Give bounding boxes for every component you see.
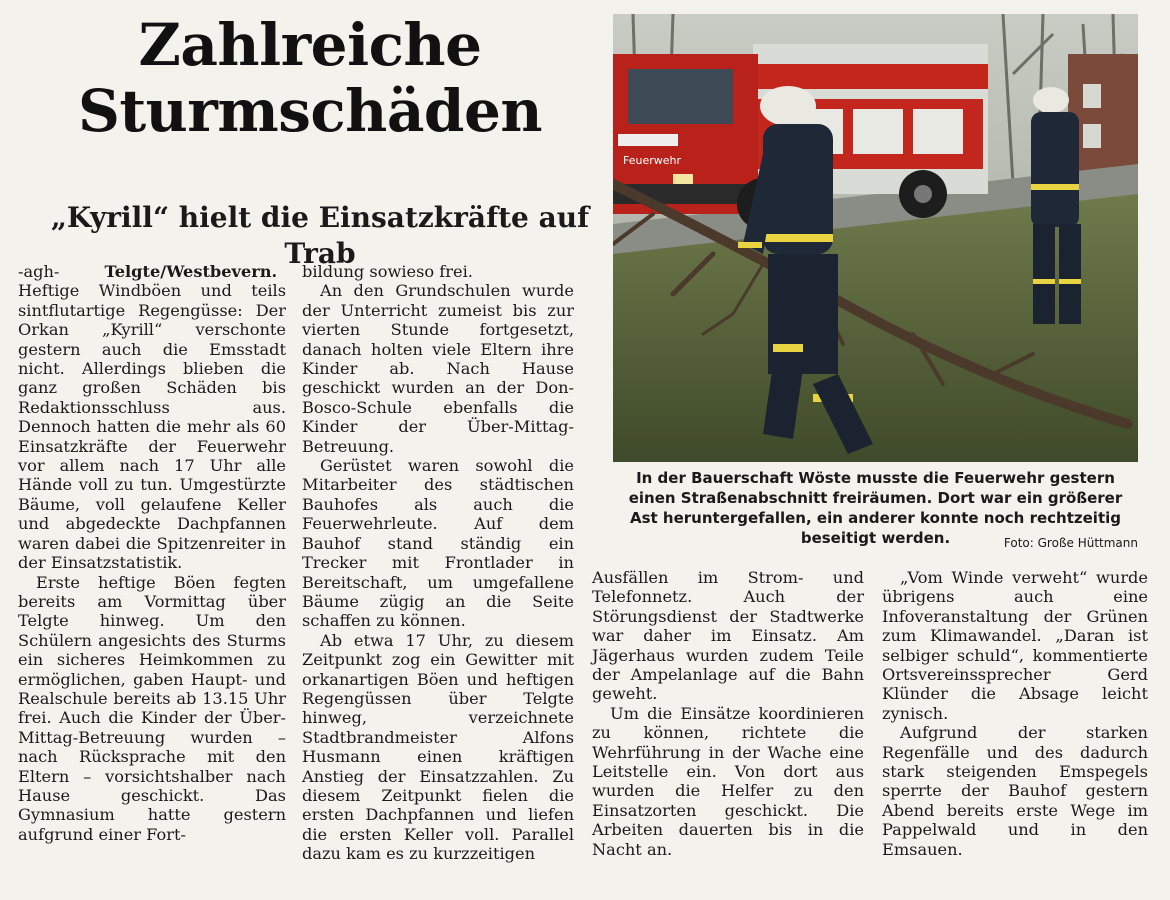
photo-credit: Foto: Große Hüttmann xyxy=(1003,536,1138,550)
dateline-place: Telgte/Westbevern. xyxy=(104,262,278,281)
paragraph: Erste heftige Böen fegten bereits am Vormittag über Telgte hinweg. Um den Schülern angesichts des Sturms ein sicheres Heimkommen zu ermöglichen, gaben Haupt- und Realschule bereits ab 13.15 Uhr frei. Auch die Kinder der Über-Mittag-Betreuung wurden – nach Rücksprache mit den Eltern – vorsichtshalber nach Hause geschickt. Das Gymnasium hatte gestern aufgrund einer Fort- xyxy=(18,572,286,844)
author-abbreviation: -agh- xyxy=(18,262,60,281)
paragraph: Heftige Windböen und teils sintflutartige Regengüsse: Der Orkan „Kyrill“ verschonte gestern auch die Emsstadt nicht. Allerdings blieben die ganz großen Schäden bis Redaktionsschluss aus. Dennoch hatten die mehr als 60 Einsatzkräfte der Feuerwehr vor allem nach 17 Uhr alle Hände voll zu tun. Umgestürzte Bäume, voll gelaufene Keller und abgedeckte Dachpfannen waren dabei die Spitzenreiter in der Einsatzstatistik. xyxy=(18,281,286,573)
paragraph: Um die Einsätze koordinieren zu können, richtete die Wehrführung in der Wache eine Leitstelle ein. Von dort aus wurden die Helfer zu den Einsatzorten geschickt. Die Arbeiten dauerten bis in die Nacht an. xyxy=(592,703,864,859)
headline-line-1: Zahlreiche xyxy=(138,11,482,79)
article-column-1 xyxy=(18,262,286,844)
paragraph: Gerüstet waren sowohl die Mitarbeiter des städtischen Bauhofes als auch die Feuerwehrleute. Auf dem Bauhof stand ständig ein Trecker mit Frontlader in Bereitschaft, um umgefallene Bäume zügig an die Seite schaffen zu können. xyxy=(302,456,574,631)
article-column-2 xyxy=(302,262,574,864)
headline-line-2: Sturmschäden xyxy=(77,77,543,145)
dateline xyxy=(18,262,277,281)
subheadline: „Kyrill“ hielt die Einsatzkräfte auf Trab xyxy=(50,201,590,270)
paragraph: An den Grundschulen wurde der Unterricht zumeist bis zur vierten Stunde fortgesetzt, danach holten viele Eltern ihre Kinder ab. Nach Hause geschickt wurden an der Don-Bosco-Schule ebenfalls die Kinder der Über-Mittag-Betreuung. xyxy=(302,281,574,456)
paragraph: „Vom Winde verweht“ wurde übrigens auch eine Infoveranstaltung der Grünen zum Klimawandel. „Daran ist selbiger schuld“, kommentierte Ortsvereinssprecher Gerd Klünder die Absage leicht zynisch. xyxy=(882,568,1148,723)
article-column-3 xyxy=(592,568,864,859)
headline xyxy=(20,12,600,144)
firefighters-photo-illustration xyxy=(613,14,1138,462)
article-column-4 xyxy=(882,568,1148,859)
paragraph: bildung sowieso frei. xyxy=(302,262,473,281)
paragraph: Ab etwa 17 Uhr, zu diesem Zeitpunkt zog ein Gewitter mit orkanartigen Böen und heftigen Regengüssen über Telgte hinweg, verzeichnete Stadtbrandmeister Alfons Husmann einen kräftigen Anstieg der Einsatzzahlen. Zu diesem Zeitpunkt fielen die ersten Dachpfannen und liefen die ersten Keller voll. Parallel dazu kam es zu kurzzeitigen xyxy=(302,630,574,864)
paragraph: Aufgrund der starken Regenfälle und des dadurch stark steigenden Emspegels sperrte der Bauhof gestern Abend bereits erste Wege im Pappelwald und in den Emsauen. xyxy=(882,723,1148,859)
news-photo xyxy=(613,14,1138,462)
photo-caption: In der Bauerschaft Wöste musste die Feuerwehr gestern einen Straßenabschnitt freiräumen. Dort war ein größerer Ast heruntergefallen, ein anderer konnte noch rechtzeitig beseitigt werden. xyxy=(628,469,1123,547)
paragraph: Ausfällen im Strom- und Telefonnetz. Auch der Störungsdienst der Stadtwerke war daher im Einsatz. Am Jägerhaus wurden zudem Teile der Ampelanlage auf die Bahn geweht. xyxy=(592,568,864,704)
truck-label: Feuerwehr xyxy=(623,154,682,167)
